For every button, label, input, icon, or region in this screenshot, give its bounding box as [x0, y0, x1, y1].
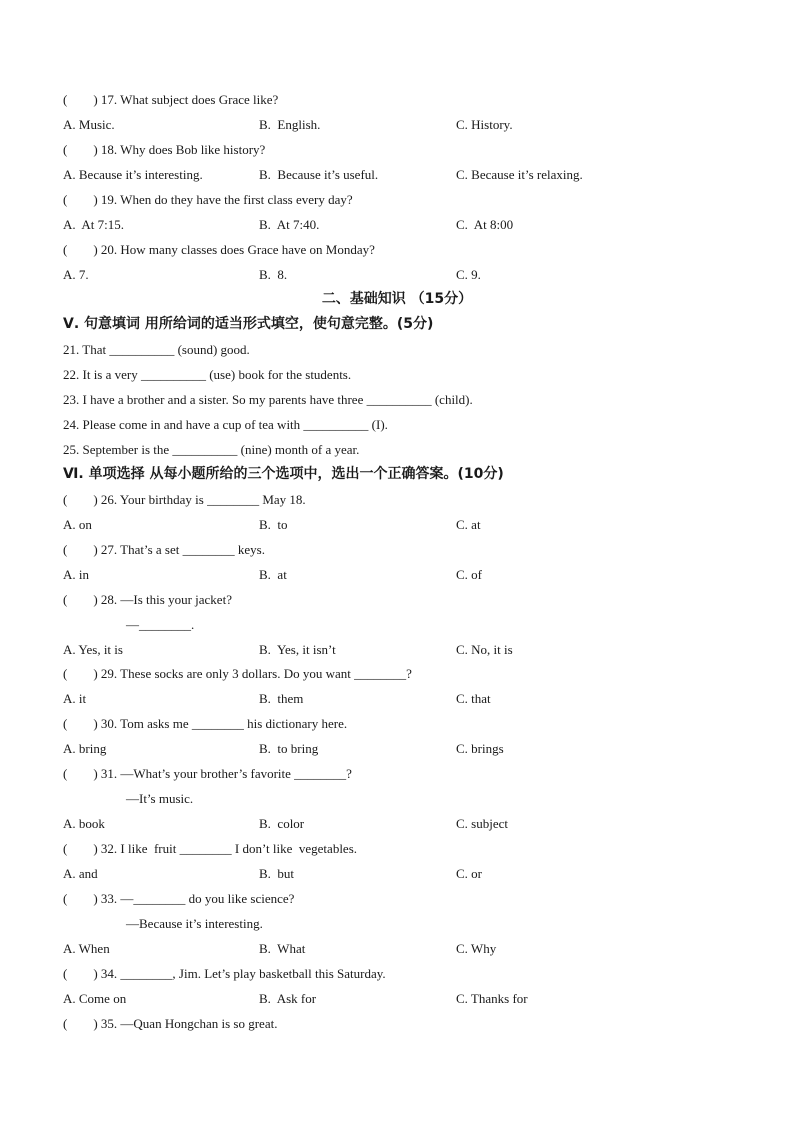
option-a[interactable]: A. Music.	[63, 117, 115, 132]
section-title: 二、基础知识 （15分）	[321, 291, 473, 307]
options-row	[63, 686, 723, 711]
part-heading: Ⅴ. 句意填词 用所给词的适当形式填空，使句意完整。(5分)	[63, 316, 434, 332]
option-a[interactable]: A. in	[63, 567, 89, 582]
option-c[interactable]: C. At 8:00	[456, 217, 514, 232]
option-b[interactable]: B. Yes, it isn’t	[259, 642, 336, 657]
option-b[interactable]: B. but	[259, 866, 295, 881]
option-a[interactable]: A. 7.	[63, 267, 89, 282]
fill-item: 22. It is a very __________ (use) book for the students.	[63, 367, 352, 382]
options-row	[63, 637, 723, 662]
question-stem: ( ) 19. When do they have the first class every day?	[63, 192, 353, 207]
question-stem: ( ) 27. That’s a set ________ keys.	[63, 542, 265, 557]
fill-item: 23. I have a brother and a sister. So my parents have three __________ (child).	[63, 392, 473, 407]
option-a[interactable]: A. bring	[63, 741, 107, 756]
option-c[interactable]: C. or	[456, 866, 482, 881]
dialogue-reply: —It’s music.	[126, 791, 194, 806]
dialogue-reply: —Because it’s interesting.	[126, 916, 263, 931]
option-c[interactable]: C. History.	[456, 117, 513, 132]
option-c[interactable]: C. No, it is	[456, 642, 513, 657]
question-stem: ( ) 30. Tom asks me ________ his dictionary here.	[63, 716, 348, 731]
options-row	[63, 936, 723, 961]
options-row	[63, 811, 723, 836]
fill-item: 21. That __________ (sound) good.	[63, 342, 250, 357]
option-a[interactable]: A. it	[63, 691, 87, 706]
option-c[interactable]: C. 9.	[456, 267, 481, 282]
option-c[interactable]: C. at	[456, 517, 481, 532]
options-row	[63, 212, 723, 237]
option-b[interactable]: B. to bring	[259, 741, 319, 756]
question-stem: ( ) 32. I like fruit ________ I don’t like vegetables.	[63, 841, 358, 856]
option-a[interactable]: A. on	[63, 517, 92, 532]
option-b[interactable]: B. to	[259, 517, 288, 532]
option-a[interactable]: A. When	[63, 941, 110, 956]
dialogue-reply: —________.	[126, 617, 195, 632]
option-c[interactable]: C. Why	[456, 941, 497, 956]
question-stem: ( ) 28. —Is this your jacket?	[63, 592, 232, 607]
options-row	[63, 112, 723, 137]
option-b[interactable]: B. English.	[259, 117, 321, 132]
option-c[interactable]: C. Thanks for	[456, 991, 528, 1006]
question-stem: ( ) 29. These socks are only 3 dollars. Do you want ________?	[63, 666, 412, 681]
option-c[interactable]: C. subject	[456, 816, 508, 831]
question-stem: ( ) 33. —________ do you like science?	[63, 891, 295, 906]
question-stem: ( ) 26. Your birthday is ________ May 18.	[63, 492, 306, 507]
option-b[interactable]: B. 8.	[259, 267, 288, 282]
option-b[interactable]: B. at	[259, 567, 287, 582]
question-stem: ( ) 17. What subject does Grace like?	[63, 92, 279, 107]
option-b[interactable]: B. them	[259, 691, 304, 706]
question-stem: ( ) 34. ________, Jim. Let’s play basketball this Saturday.	[63, 966, 386, 981]
option-b[interactable]: B. Because it’s useful.	[259, 167, 379, 182]
options-row	[63, 562, 723, 587]
option-a[interactable]: A. Because it’s interesting.	[63, 167, 203, 182]
options-row	[63, 736, 723, 761]
part-heading: Ⅵ. 单项选择 从每小题所给的三个选项中，选出一个正确答案。(10分)	[63, 466, 504, 482]
question-stem: ( ) 18. Why does Bob like history?	[63, 142, 266, 157]
question-stem: ( ) 31. —What’s your brother’s favorite ________?	[63, 766, 352, 781]
option-b[interactable]: B. Ask for	[259, 991, 317, 1006]
question-stem: ( ) 20. How many classes does Grace have on Monday?	[63, 242, 375, 257]
options-row	[63, 162, 723, 187]
option-a[interactable]: A. and	[63, 866, 98, 881]
option-b[interactable]: B. At 7:40.	[259, 217, 320, 232]
question-stem: ( ) 35. —Quan Hongchan is so great.	[63, 1016, 278, 1031]
option-a[interactable]: A. book	[63, 816, 105, 831]
option-a[interactable]: A. Yes, it is	[63, 642, 123, 657]
option-a[interactable]: A. Come on	[63, 991, 127, 1006]
option-c[interactable]: C. of	[456, 567, 482, 582]
option-b[interactable]: B. color	[259, 816, 305, 831]
option-a[interactable]: A. At 7:15.	[63, 217, 125, 232]
option-c[interactable]: C. brings	[456, 741, 504, 756]
options-row	[63, 262, 723, 287]
options-row	[63, 861, 723, 886]
option-c[interactable]: C. that	[456, 691, 491, 706]
options-row	[63, 986, 723, 1011]
fill-item: 24. Please come in and have a cup of tea with __________ (I).	[63, 417, 388, 432]
options-row	[63, 512, 723, 537]
option-c[interactable]: C. Because it’s relaxing.	[456, 167, 583, 182]
fill-item: 25. September is the __________ (nine) month of a year.	[63, 442, 360, 457]
option-b[interactable]: B. What	[259, 941, 306, 956]
